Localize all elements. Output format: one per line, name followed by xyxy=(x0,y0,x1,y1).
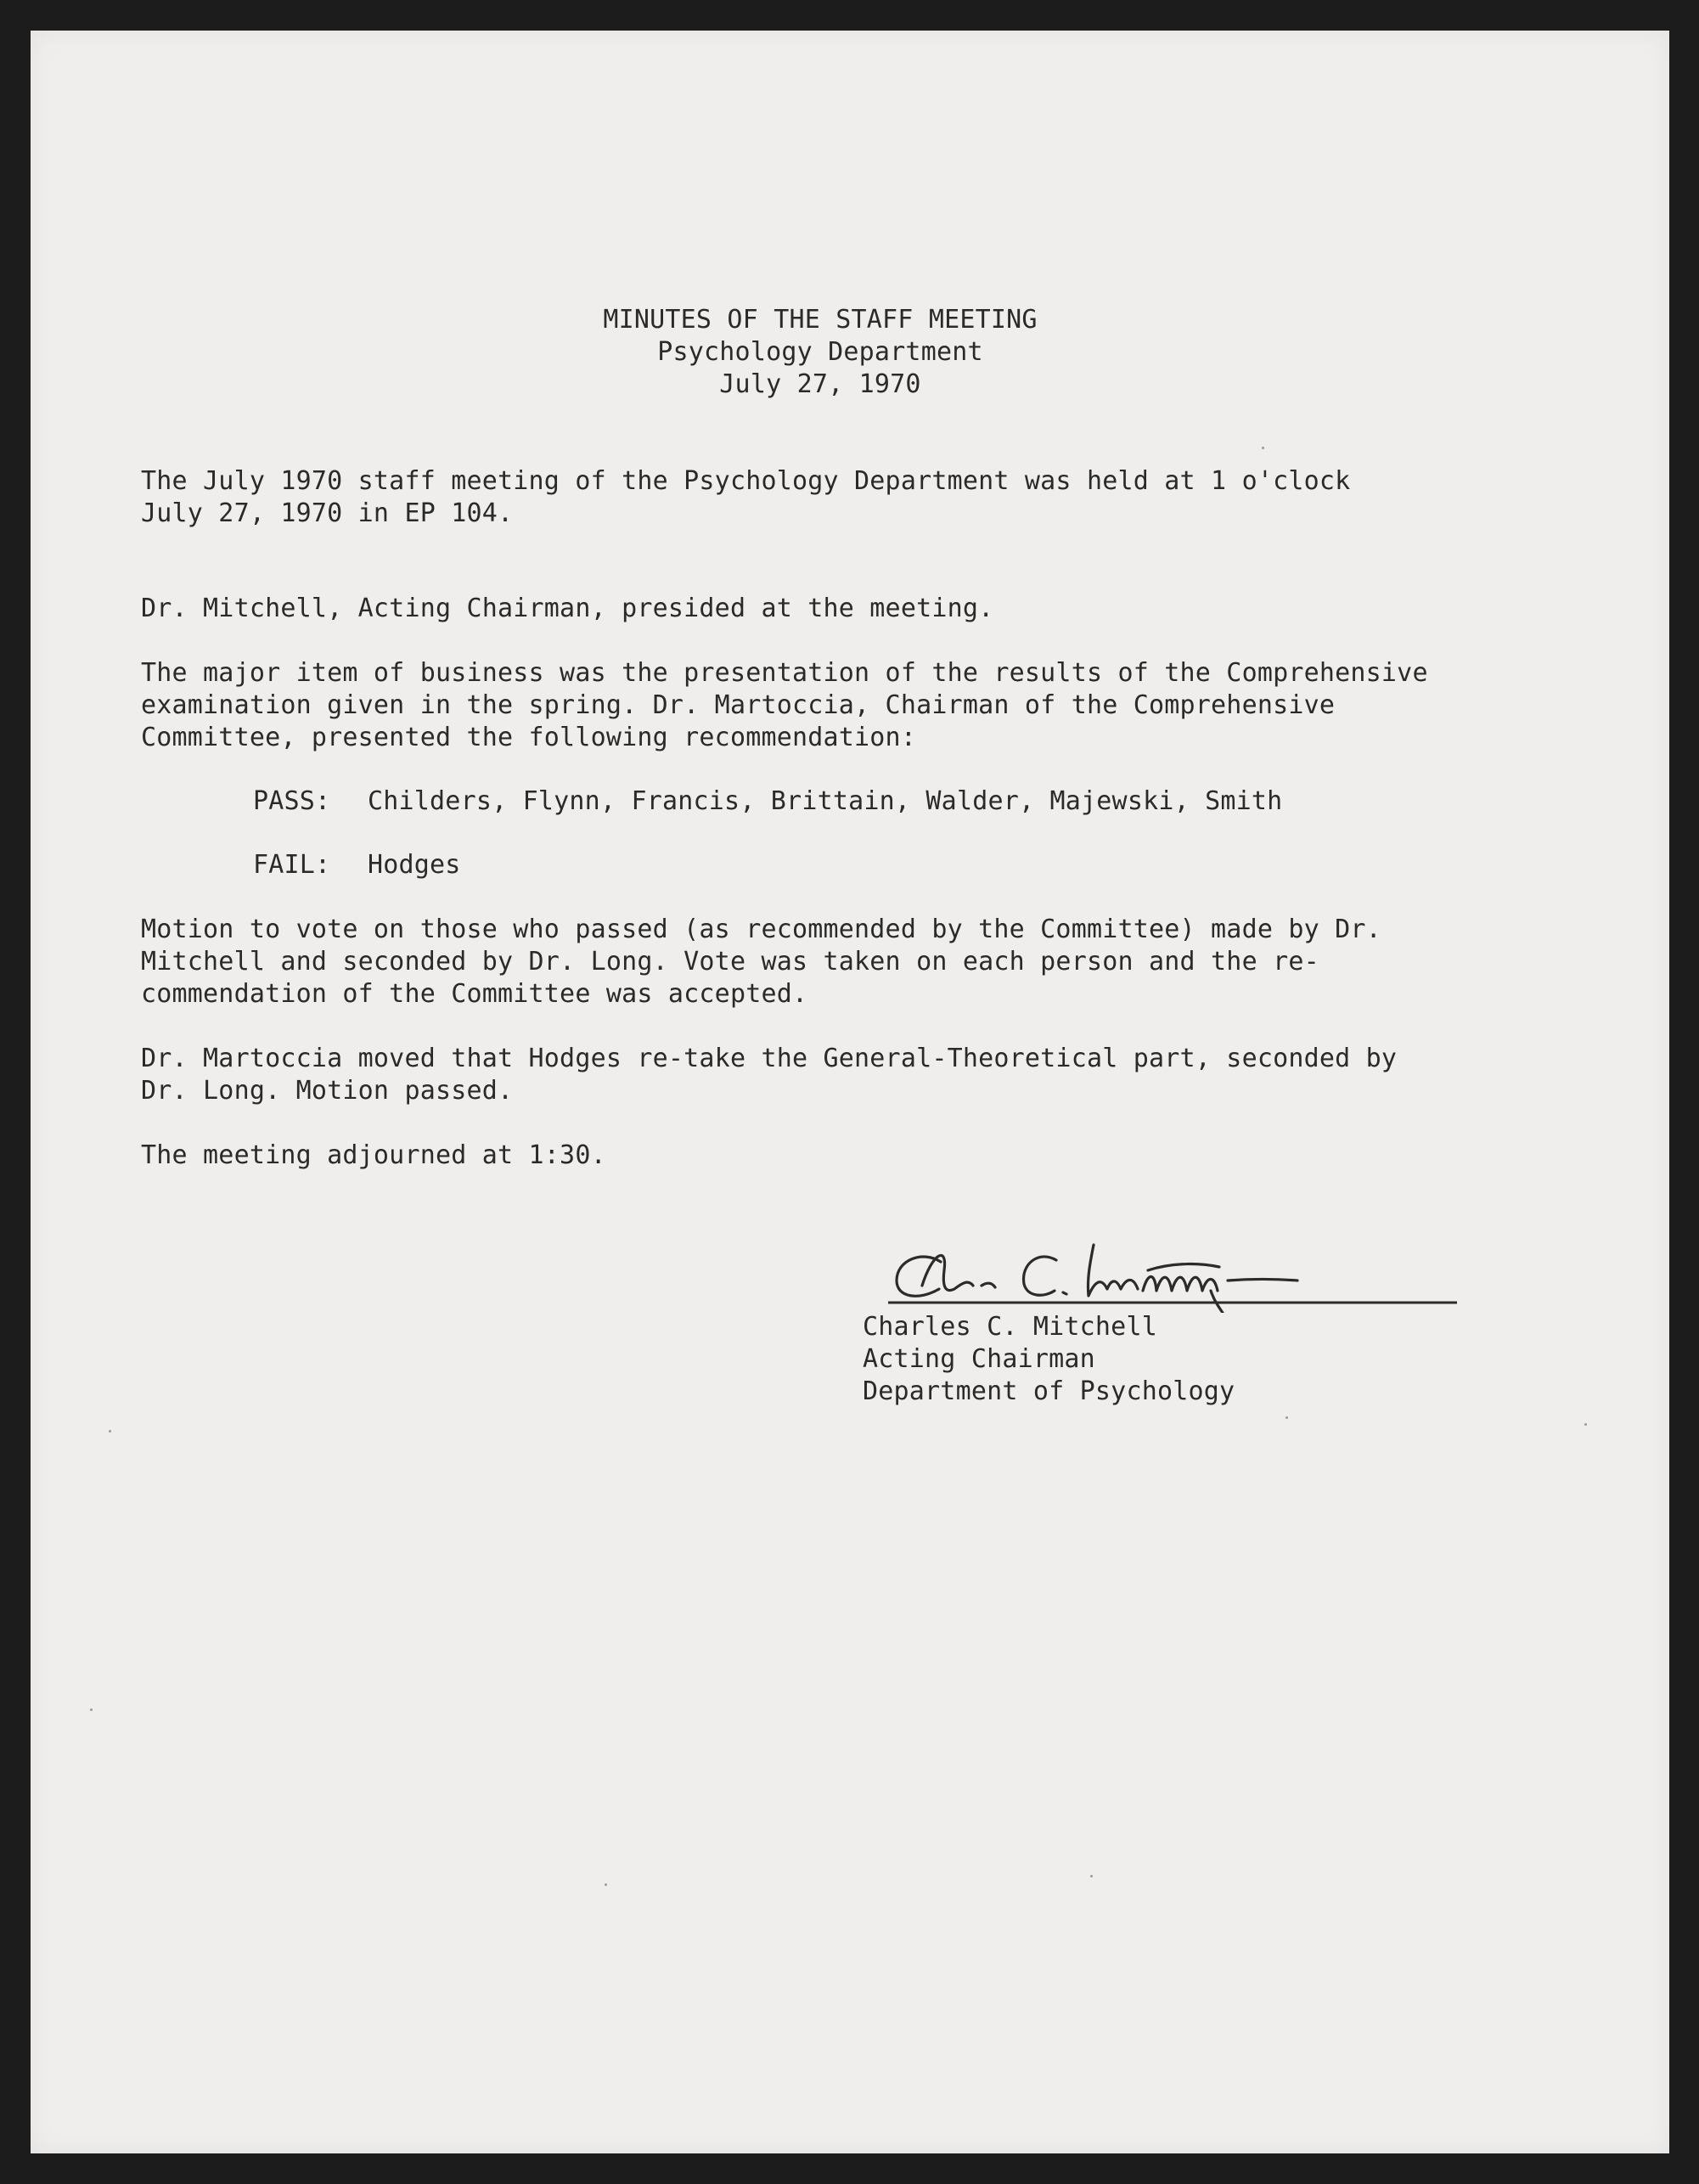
text-line: The July 1970 staff meeting of the Psychology Department was held at 1 o'clock xyxy=(141,466,1351,496)
paragraph-meeting-held xyxy=(141,465,1350,530)
text-line: Committee, presented the following recommendation: xyxy=(141,723,917,752)
heading-date: July 27, 1970 xyxy=(719,369,921,399)
paper-speck xyxy=(1090,1875,1093,1877)
text-line: The meeting adjourned at 1:30. xyxy=(141,1140,606,1170)
pass-label: PASS: xyxy=(253,786,331,816)
paper-speck xyxy=(109,1430,111,1433)
fail-label: FAIL: xyxy=(253,850,331,880)
paragraph-motion-vote xyxy=(141,914,1381,1010)
paper-speck xyxy=(1584,1423,1587,1426)
text-line: Dr. Long. Motion passed. xyxy=(141,1076,514,1106)
paragraph-presided xyxy=(141,593,993,625)
paragraph-retake xyxy=(141,1043,1397,1107)
text-line: examination given in the spring. Dr. Martoccia, Chairman of the Comprehensive xyxy=(141,690,1336,720)
paper-speck xyxy=(90,1708,93,1711)
signatory-name: Charles C. Mitchell xyxy=(863,1312,1157,1342)
pass-list xyxy=(253,785,1282,818)
paragraph-adjourned xyxy=(141,1140,606,1172)
document-page xyxy=(31,31,1669,2153)
fail-names: Hodges xyxy=(368,850,461,880)
signature-block xyxy=(863,1219,1474,1406)
text-line: Dr. Martoccia moved that Hodges re-take the General-Theoretical part, seconded by xyxy=(141,1044,1398,1073)
paper-speck xyxy=(1262,447,1264,449)
text-line: Motion to vote on those who passed (as recommended by the Committee) made by Dr. xyxy=(141,915,1381,944)
signatory-title: Acting Chairman xyxy=(863,1344,1095,1374)
pass-names: Childers, Flynn, Francis, Brittain, Walder, Majewski, Smith xyxy=(368,786,1283,816)
document-heading xyxy=(557,304,1083,401)
paper-speck xyxy=(1286,1416,1288,1419)
paper-speck xyxy=(605,1883,607,1886)
fail-list xyxy=(253,849,461,881)
text-line: July 27, 1970 in EP 104. xyxy=(141,498,514,528)
text-line: commendation of the Committee was accepted. xyxy=(141,979,808,1009)
signatory-department: Department of Psychology xyxy=(863,1376,1235,1406)
paragraph-business xyxy=(141,657,1428,754)
text-line: The major item of business was the presentation of the results of the Comprehensive xyxy=(141,658,1428,688)
handwritten-signature xyxy=(863,1219,1474,1313)
text-line: Dr. Mitchell, Acting Chairman, presided at the meeting. xyxy=(141,594,994,623)
signatory-details xyxy=(863,1311,1235,1408)
heading-title: MINUTES OF THE STAFF MEETING xyxy=(603,305,1038,335)
heading-department: Psychology Department xyxy=(657,337,983,367)
text-line: Mitchell and seconded by Dr. Long. Vote was taken on each person and the re- xyxy=(141,947,1319,977)
